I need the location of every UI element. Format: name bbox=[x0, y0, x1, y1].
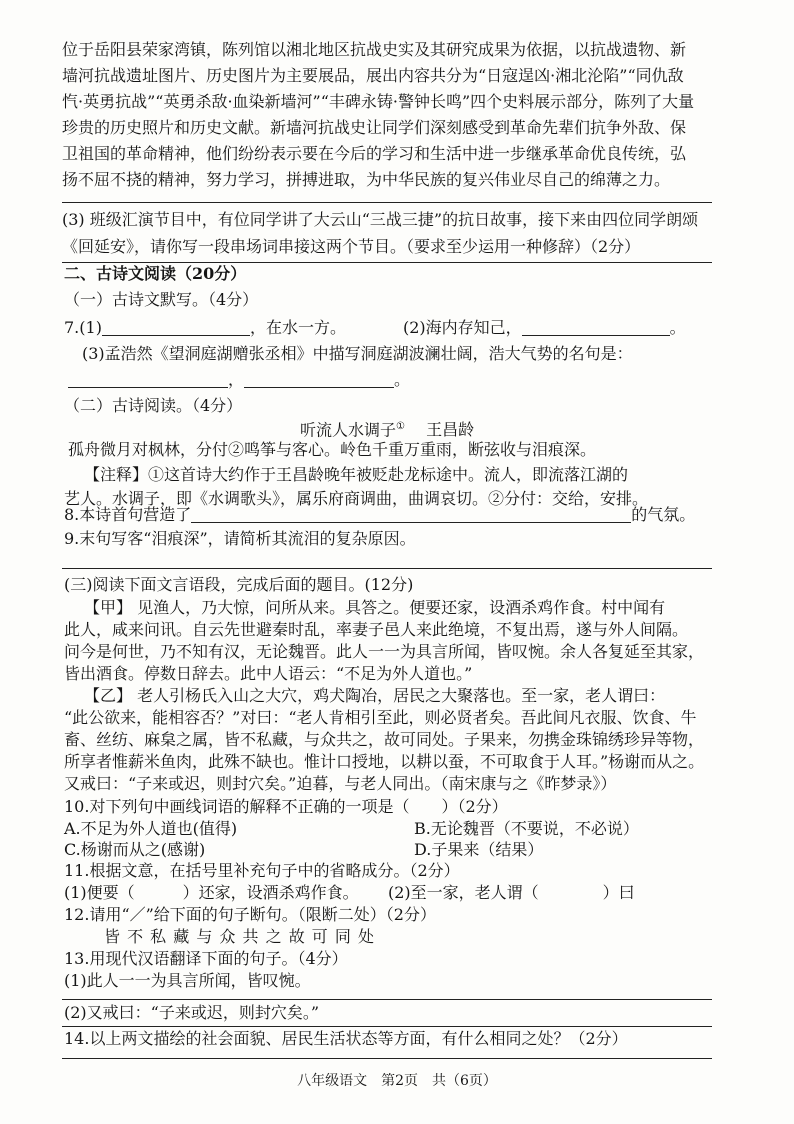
q7-2-text: (2)海内存知己， bbox=[403, 318, 522, 337]
q14-text: 14.以上两文描绘的社会面貌、居民生活状态等方面，有什么相同之处？（2分） bbox=[64, 1029, 628, 1048]
intro-line-1: 位于岳阳县荣家湾镇，陈列馆以湘北地区抗战史实及其研究成果为依据，以抗战遗物、新 bbox=[62, 40, 687, 59]
note-line-2: 艺人。水调子，即《水调歌头》，属乐府商调曲，曲调哀切。②分付：交给，安排。 bbox=[64, 489, 649, 508]
q13-text: 13.用现代汉语翻译下面的句子。（4分） bbox=[64, 949, 348, 968]
q7-number: 7.(1) bbox=[64, 318, 102, 337]
q10-option-b: B.无论魏晋（不要说，不必说） bbox=[414, 819, 639, 838]
jia-line-3: 问今是何世，乃不知有汉，无论魏晋。此人一一为具言所闻，皆叹惋。余人各复延至其家， bbox=[64, 642, 705, 661]
jia-line-4: 皆出酒食。停数日辞去。此中人语云：“不足为外人道也。” bbox=[64, 664, 473, 683]
poem-title: 听流人水调子 bbox=[300, 420, 397, 440]
q10-option-d: D.子果来（结果） bbox=[414, 840, 544, 859]
jia-line-1: 【甲】 见渔人，乃大惊，问所从来。具答之。便要还家，设酒杀鸡作食。村中闻有 bbox=[84, 598, 666, 617]
q10-text: 10.对下列句中画线词语的解释不正确的一项是（ ）（2分） bbox=[64, 797, 508, 816]
q3-line-2: 《回延安》，请你写一段串场词串接这两个节目。（要求至少运用一种修辞）（2分） bbox=[62, 237, 641, 256]
intro-line-6: 扬不屈不挠的精神，努力学习，拼搏进取，为中华民族的复兴伟业尽自己的绵薄之力。 bbox=[62, 170, 671, 189]
comma: ， bbox=[228, 370, 245, 389]
page-footer: 八年级语文 第2页 共（6页） bbox=[297, 1073, 497, 1089]
answer-blank[interactable] bbox=[244, 371, 394, 388]
q10-option-a: A.不足为外人道也(值得) bbox=[64, 819, 238, 838]
q12-sentence: 皆 不 私 藏 与 众 共 之 故 可 同 处 bbox=[104, 927, 375, 946]
intro-line-5: 卫祖国的革命精神，他们纷纷表示要在今后的学习和生活中进一步继承革命优良传统，弘 bbox=[62, 144, 687, 163]
section-title: 二、古诗文阅读（20分） bbox=[64, 264, 247, 283]
jia-line-2: 此人，咸来问讯。自云先世避秦时乱，率妻子邑人来此绝境，不复出焉，遂与外人间隔。 bbox=[64, 620, 689, 639]
q7-1-text: ，在水一方。 bbox=[249, 318, 346, 337]
q7-line-2 bbox=[403, 318, 686, 338]
note-line-1: 【注释】①这首诗大约作于王昌龄晚年被贬赴龙标途中。流人，即流落江湖的 bbox=[84, 465, 629, 484]
q7-3-text: (3)孟浩然《望洞庭湖赠张丞相》中描写洞庭湖波澜壮阔，浩大气势的名句是： bbox=[82, 344, 633, 363]
q13-item-1: (1)此人一一为具言所闻，皆叹惋。 bbox=[64, 971, 311, 990]
poem-author: 王昌龄 bbox=[426, 420, 475, 440]
q7-line-1 bbox=[64, 318, 346, 338]
q7-2-end: 。 bbox=[669, 318, 686, 337]
q9-text: 9.末句写客“泪痕深”，请简析其流泪的复杂原因。 bbox=[64, 529, 416, 548]
yi-line-1: 【乙】 老人引杨氏入山之大穴，鸡犬陶冶，居民之大聚落也。至一家，老人谓曰： bbox=[84, 686, 666, 705]
q8-end: 的气氛。 bbox=[631, 505, 696, 524]
part2-title: （二）古诗阅读。（4分） bbox=[64, 396, 243, 415]
poem-text: 孤舟微月对枫林，分付②鸣筝与客心。岭色千重万重雨，断弦收与泪痕深。 bbox=[68, 440, 597, 459]
q13-item-2: (2)又戒曰：“子来或迟，则封穴矣。” bbox=[64, 1003, 320, 1022]
answer-line[interactable] bbox=[62, 568, 712, 569]
yi-line-4: 所享者惟薪米鱼肉，此殊不缺也。惟计口授地，以耕以蚕，不可取食于人耳。”杨谢而从之。 bbox=[64, 752, 705, 771]
q10-option-c: C.杨谢而从之(感谢) bbox=[64, 840, 206, 859]
q11-item-1: (1)便要（ ）还家，设酒杀鸡作食。 bbox=[64, 883, 359, 902]
q8-line bbox=[64, 505, 695, 525]
answer-line[interactable] bbox=[62, 202, 712, 203]
yi-line-3: 畜、丝纺、麻枲之属，皆不私藏，与众共之，故可同处。子果来，勿携金珠锦绣珍异等物， bbox=[64, 730, 705, 749]
q11-text: 11.根据文意，在括号里补充句子中的省略成分。（2分） bbox=[64, 861, 460, 880]
answer-blank[interactable] bbox=[522, 319, 670, 336]
q12-text: 12.请用“／”给下面的句子断句。（限断二处）（2分） bbox=[64, 905, 436, 924]
period: 。 bbox=[394, 370, 411, 389]
q7-3-blanks bbox=[68, 370, 410, 390]
q3-line-1: (3) 班级汇演节目中，有位同学讲了大云山“三战三捷”的抗日故事，接下来由四位同学朗颂 bbox=[62, 210, 699, 229]
intro-line-4: 珍贵的历史照片和历史文献。新墙河抗战史让同学们深刻感受到革命先辈们抗争外敌、保 bbox=[62, 118, 687, 137]
answer-blank[interactable] bbox=[191, 506, 631, 523]
answer-blank[interactable] bbox=[68, 371, 228, 388]
intro-line-2: 墙河抗战遗址图片、历史图片为主要展品，展出内容共分为“日寇逞凶·湘北沦陷”“同仇敌 bbox=[62, 66, 684, 85]
poem-header bbox=[300, 417, 474, 440]
answer-blank[interactable] bbox=[102, 319, 250, 336]
yi-line-5: 又戒曰：“子来或迟，则封穴矣。”迫暮，与老人同出。（南宋康与之《昨梦录》） bbox=[64, 774, 617, 793]
q8-text: 8.本诗首句营造了 bbox=[64, 505, 192, 524]
intro-line-3: 忾·英勇抗战”“英勇杀敌·血染新墙河”“丰碑永铸·警钟长鸣”四个史料展示部分，陈列了大量 bbox=[62, 92, 695, 111]
poem-note-mark: ① bbox=[396, 421, 405, 432]
part1-title: （一）古诗文默写。（4分） bbox=[64, 290, 259, 309]
answer-line[interactable] bbox=[62, 262, 712, 263]
answer-line[interactable] bbox=[62, 1058, 712, 1059]
answer-line[interactable] bbox=[62, 1026, 712, 1027]
part3-title: (三)阅读下面文言语段，完成后面的题目。(12分) bbox=[64, 575, 414, 594]
yi-line-2: “此公欲来，能相容否？”对曰：“老人肯相引至此，则必贤者矣。吾此间凡衣服、饮食、牛 bbox=[64, 708, 697, 727]
q11-item-2: (2)至一家，老人谓（ ）曰 bbox=[388, 883, 635, 902]
answer-line[interactable] bbox=[62, 999, 712, 1000]
